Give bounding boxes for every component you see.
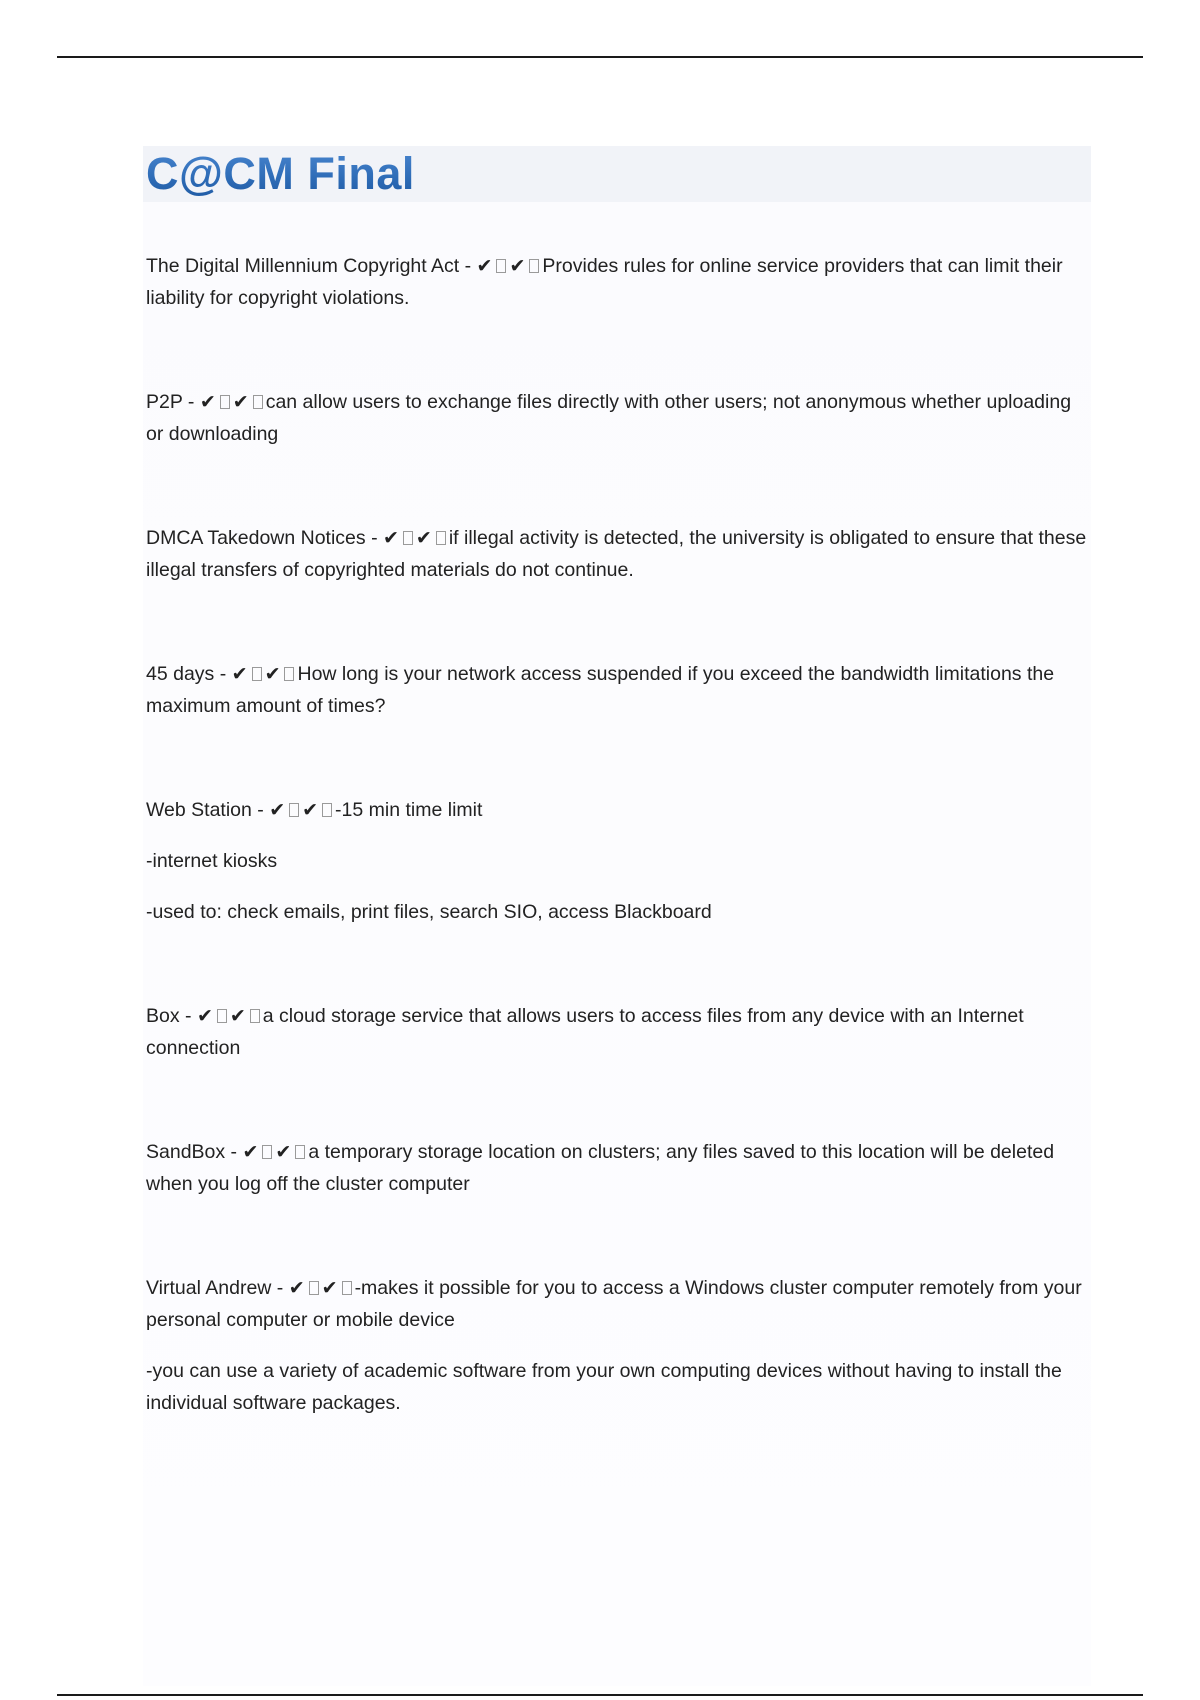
flashcard-line xyxy=(146,250,1091,314)
flashcard-line xyxy=(146,658,1091,722)
missing-glyph-box-icon xyxy=(253,395,263,409)
flashcard xyxy=(143,1272,1091,1419)
check-icon: ✔ xyxy=(476,255,493,277)
term: The Digital Millennium Copyright Act - xyxy=(146,255,472,277)
check-icon: ✔ xyxy=(415,527,432,549)
flashcard xyxy=(143,1136,1091,1200)
check-icon: ✔ xyxy=(321,1277,338,1299)
definition: a temporary storage location on clusters; any files saved to this location will be deleted when you log off the cluster computer xyxy=(146,1141,1055,1195)
flashcard xyxy=(143,794,1091,928)
term: P2P - xyxy=(146,391,195,413)
definition: -makes it possible for you to access a Windows cluster computer remotely from your personal computer or mobile device xyxy=(146,1277,1082,1331)
definition: -15 min time limit xyxy=(335,799,483,821)
flashcard-line xyxy=(146,1000,1091,1064)
missing-glyph-box-icon xyxy=(295,1145,305,1159)
check-icon: ✔ xyxy=(264,663,281,685)
definition-line: -you can use a variety of academic software from your own computing devices without having to install the individual software packages. xyxy=(146,1360,1062,1414)
missing-glyph-box-icon xyxy=(342,1281,352,1295)
check-icon: ✔ xyxy=(196,1005,213,1027)
missing-glyph-box-icon xyxy=(220,395,230,409)
definition: How long is your network access suspended if you exceed the bandwidth limitations the maximum amount of times? xyxy=(146,663,1055,717)
header-rule xyxy=(57,56,1143,58)
flashcard xyxy=(143,386,1091,450)
flashcard-line xyxy=(146,386,1091,450)
check-icon: ✔ xyxy=(509,255,526,277)
missing-glyph-box-icon xyxy=(252,667,262,681)
missing-glyph-box-icon xyxy=(322,803,332,817)
missing-glyph-box-icon xyxy=(309,1281,319,1295)
check-icon: ✔ xyxy=(229,1005,246,1027)
document-title: C@CM Final xyxy=(146,148,415,199)
missing-glyph-box-icon xyxy=(284,667,294,681)
definition-line: -used to: check emails, print files, search SIO, access Blackboard xyxy=(146,901,712,923)
missing-glyph-box-icon xyxy=(403,531,413,545)
check-icon: ✔ xyxy=(288,1277,305,1299)
term: 45 days - xyxy=(146,663,227,685)
term: SandBox - xyxy=(146,1141,238,1163)
missing-glyph-box-icon xyxy=(529,259,539,273)
check-icon: ✔ xyxy=(302,799,319,821)
definition: a cloud storage service that allows users to access files from any device with an Internet connection xyxy=(146,1005,1024,1059)
flashcard-line xyxy=(146,794,1091,826)
missing-glyph-box-icon xyxy=(436,531,446,545)
flashcard xyxy=(143,658,1091,722)
flashcard xyxy=(143,1000,1091,1064)
check-icon: ✔ xyxy=(242,1141,259,1163)
missing-glyph-box-icon xyxy=(289,803,299,817)
check-icon: ✔ xyxy=(231,663,248,685)
missing-glyph-box-icon xyxy=(262,1145,272,1159)
term: Web Station - xyxy=(146,799,264,821)
flashcard-line xyxy=(146,522,1091,586)
definition: if illegal activity is detected, the university is obligated to ensure that these illegal transfers of copyrighted materials do not continue. xyxy=(146,527,1087,581)
term: DMCA Takedown Notices - xyxy=(146,527,378,549)
check-icon: ✔ xyxy=(275,1141,292,1163)
check-icon: ✔ xyxy=(382,527,399,549)
title-banner xyxy=(143,146,1091,202)
definition: can allow users to exchange files directly with other users; not anonymous whether uploading or downloading xyxy=(146,391,1072,445)
check-icon: ✔ xyxy=(199,391,216,413)
flashcard-list xyxy=(143,202,1091,1419)
flashcard xyxy=(143,522,1091,586)
missing-glyph-box-icon xyxy=(496,259,506,273)
missing-glyph-box-icon xyxy=(217,1009,227,1023)
flashcard-line xyxy=(146,1136,1091,1200)
flashcard-line xyxy=(146,1272,1091,1336)
definition-line: -internet kiosks xyxy=(146,850,278,872)
missing-glyph-box-icon xyxy=(250,1009,260,1023)
footer-rule xyxy=(57,1694,1143,1696)
flashcard xyxy=(143,250,1091,314)
term: Virtual Andrew - xyxy=(146,1277,284,1299)
term: Box - xyxy=(146,1005,192,1027)
definition: Provides rules for online service providers that can limit their liability for copyright violations. xyxy=(146,255,1063,309)
document-body xyxy=(143,146,1091,1686)
check-icon: ✔ xyxy=(269,799,286,821)
check-icon: ✔ xyxy=(232,391,249,413)
